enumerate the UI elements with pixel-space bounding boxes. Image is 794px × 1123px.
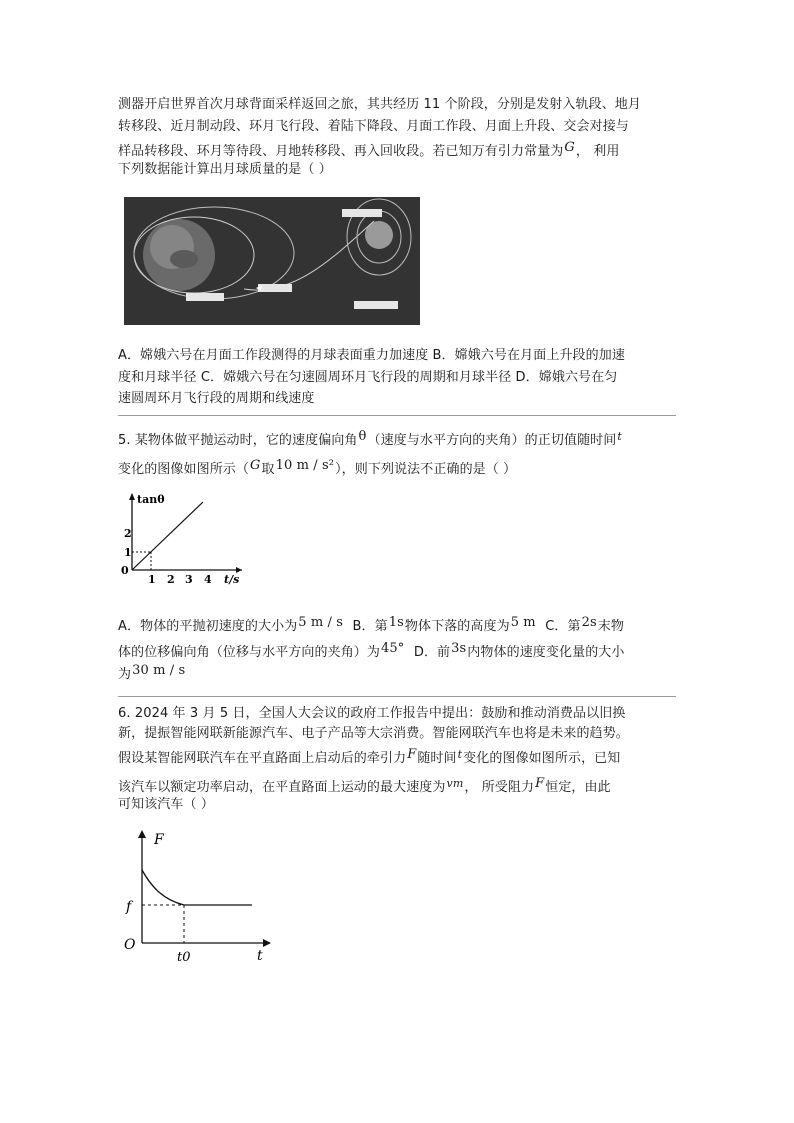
q6-stem-line-4: 该汽车以额定功率启动，在平直路面上运动的最大速度为$^{vm}$， 所受阻力F恒定，由此 (118, 776, 611, 795)
option-d-time: 3s (451, 641, 467, 656)
chang-e-orbit-figure (124, 197, 420, 325)
velocity-change-value: 30 m / s (132, 663, 186, 678)
q4-stem-line-2: 转移段、近月制动段、环月飞行段、着陆下降段、月面工作段、月面上升段、交会对接与 (118, 119, 629, 134)
gravity-value: 10 m / s² (275, 458, 335, 473)
y-tick-2: 2 (124, 527, 132, 540)
t-axis-label: t (257, 948, 263, 964)
tan-theta-vs-t-graph (118, 490, 248, 594)
option-b-time: 1s (388, 615, 404, 630)
time-symbol: t (617, 430, 622, 443)
q6-stem-line-2: 新，提振智能网联新能源汽车、电子产品等大宗消费。智能网联汽车也将是未来的趋势。 (118, 726, 629, 741)
q4-options-line-2: 度和月球半径 C．嫦娥六号在匀速圆周环月飞行段的周期和月球半径 D．嫦娥六号在匀 (118, 370, 618, 385)
theta-symbol: θ (358, 429, 367, 444)
y-axis-arrow (129, 493, 135, 500)
traction-force-symbol: F (407, 747, 417, 762)
displacement-angle-value: 45° (381, 641, 405, 656)
q4-stem-line-4: 下列数据能计算出月球质量的是（ ） (118, 162, 332, 177)
gravitational-constant-symbol: G (564, 140, 575, 155)
gravity-symbol: G (250, 458, 261, 473)
x-tick-4: 4 (204, 573, 212, 586)
q5-stem-line-1: 5. 某物体做平抛运动时，它的速度偏向角θ（速度与水平方向的夹角）的正切值随时间$^t$ (118, 429, 622, 448)
x-tick-1: 1 (148, 573, 156, 586)
x-axis-label: t/s (224, 573, 240, 586)
q5-options-line-3: 为30 m / s (118, 663, 186, 682)
question-divider (118, 696, 676, 697)
force-decay-curve (142, 870, 184, 905)
q5-options-line-2: 体的位移偏向角（位移与水平方向的夹角）为45° D．前3s内物体的速度变化量的大小 (118, 641, 625, 660)
orbit-diagram-image (124, 197, 420, 325)
resistance-force-symbol: F (535, 776, 545, 791)
question-divider (118, 415, 676, 416)
tan-theta-line (132, 502, 203, 570)
q6-stem-line-3: 假设某智能网联汽车在平直路面上启动后的牵引力F随时间$^t$变化的图像如图所示，已知 (118, 747, 621, 766)
y-tick-0: 0 (121, 564, 129, 577)
f-axis-arrow (138, 830, 146, 838)
option-c-time: 2s (581, 615, 597, 630)
y-tick-1: 1 (124, 546, 132, 559)
f-axis-label: F (154, 832, 164, 848)
q4-stem-line-3: 样品转移段、环月等待段、月地转移段、再入回收段。若已知万有引力常量为G， 利用 (118, 140, 620, 159)
time-symbol: t (457, 748, 463, 761)
q6-stem-line-1: 6. 2024 年 3 月 5 日，全国人大会议的政府工作报告中提出：鼓励和推动消费品以旧换 (118, 706, 626, 721)
resistance-label: f (126, 899, 132, 915)
t0-label: t0 (177, 950, 191, 965)
t-axis-arrow (263, 939, 271, 947)
q4-stem-line-1: 测器开启世界首次月球背面采样返回之旅，其共经历 11 个阶段，分别是发射入轨段、地月 (118, 97, 642, 112)
x-tick-3: 3 (185, 573, 193, 586)
q6-stem-line-5: 可知该汽车（ ） (118, 797, 214, 812)
y-axis-label: tanθ (137, 493, 165, 506)
fall-height-value: 5 m (510, 615, 536, 630)
q5-options-line-1: A．物体的平抛初速度的大小为5 m / s B．第1s物体下落的高度为5 m C．第2s末物 (118, 615, 624, 634)
x-tick-2: 2 (167, 573, 175, 586)
q4-options-line-1: A．嫦娥六号在月面工作段测得的月球表面重力加速度 B．嫦娥六号在月面上升段的加速 (118, 348, 625, 363)
origin-label: O (124, 937, 136, 953)
max-velocity-symbol: vm (446, 777, 464, 790)
q4-options-line-3: 速圆周环月飞行段的周期和线速度 (118, 391, 315, 406)
q5-stem-line-2: 变化的图像如图所示（G取10 m / s²），则下列说法不正确的是（ ） (118, 458, 517, 477)
initial-velocity-value: 5 m / s (298, 615, 344, 630)
force-vs-time-graph (118, 828, 278, 972)
